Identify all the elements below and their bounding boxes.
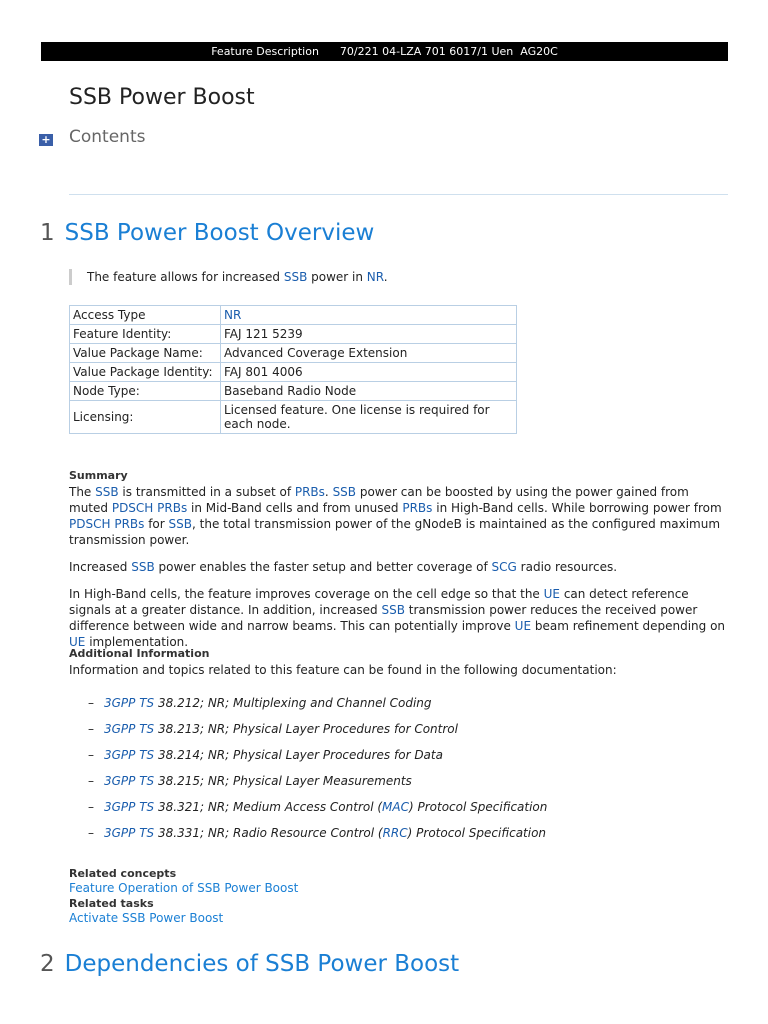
3gpp-ts-link[interactable]: 3GPP TS <box>104 696 155 710</box>
text: , the total transmission power of the gNodeB is maintained as the configured maximum transmission power. <box>69 517 721 547</box>
table-key: Node Type: <box>70 382 221 401</box>
prbs-abbr-link[interactable]: PRBs <box>294 485 325 499</box>
list-item <box>88 773 547 799</box>
rrc-abbr-link[interactable]: RRC <box>382 826 408 840</box>
ue-abbr-link[interactable]: UE <box>69 635 86 649</box>
list-item <box>88 825 547 851</box>
3gpp-ts-link[interactable]: 3GPP TS <box>104 826 155 840</box>
3gpp-ts-link[interactable]: 3GPP TS <box>104 748 155 762</box>
text: transmission power reduces the received power difference between wide and narrow beams. This can potentially improve <box>69 603 698 633</box>
additional-info-section <box>69 646 729 678</box>
summary-paragraph-3 <box>69 586 729 650</box>
ref-text: ) Protocol Specification <box>409 800 548 814</box>
ref-text: ) Protocol Specification <box>407 826 547 840</box>
text: can detect reference signals at a greater distance. In addition, increased <box>69 587 689 617</box>
section-title: Dependencies of SSB Power Boost <box>64 951 460 977</box>
section-title: SSB Power Boost Overview <box>64 220 375 246</box>
related-links <box>69 866 298 926</box>
section-heading-overview <box>40 220 374 246</box>
note-text: . <box>383 270 388 284</box>
summary-paragraph-2 <box>69 559 729 575</box>
nr-abbr-link[interactable]: NR <box>366 270 384 284</box>
table-row <box>70 363 517 382</box>
related-concept-link[interactable]: Feature Operation of SSB Power Boost <box>69 881 299 895</box>
nr-abbr-link[interactable]: NR <box>224 308 242 322</box>
3gpp-ts-link[interactable]: 3GPP TS <box>104 722 155 736</box>
table-value: Advanced Coverage Extension <box>221 344 517 363</box>
section-number: 2 <box>40 951 55 977</box>
scg-abbr-link[interactable]: SCG <box>491 560 517 574</box>
list-item <box>88 721 547 747</box>
table-row <box>70 306 517 325</box>
list-dash: – <box>88 748 94 762</box>
summary-section <box>69 468 729 650</box>
table-row <box>70 401 517 434</box>
ref-text: 38.215; NR; Physical Layer Measurements <box>154 774 412 788</box>
ssb-abbr-link[interactable]: SSB <box>381 603 405 617</box>
ref-text: 38.331; NR; Radio Resource Control ( <box>154 826 383 840</box>
table-row <box>70 344 517 363</box>
note-text: The feature allows for increased <box>87 270 284 284</box>
ref-text: 38.213; NR; Physical Layer Procedures for Control <box>154 722 458 736</box>
ssb-abbr-link[interactable]: SSB <box>332 485 357 499</box>
text: in Mid-Band cells and from unused <box>187 501 403 515</box>
ref-text: 38.212; NR; Multiplexing and Channel Coding <box>154 696 432 710</box>
ssb-abbr-link[interactable]: SSB <box>95 485 119 499</box>
related-task-link[interactable]: Activate SSB Power Boost <box>69 911 224 925</box>
pdsch-abbr-link[interactable]: PDSCH <box>69 517 111 531</box>
text: . <box>324 485 333 499</box>
list-dash: – <box>88 826 94 840</box>
additional-info-heading: Additional Information <box>69 647 210 660</box>
table-value: Licensed feature. One license is required for each node. <box>221 401 517 434</box>
divider <box>69 194 728 195</box>
list-item <box>88 799 547 825</box>
note-text: power in <box>307 270 367 284</box>
contents-link[interactable]: Contents <box>69 127 146 147</box>
list-item <box>88 695 547 721</box>
3gpp-ts-link[interactable]: 3GPP TS <box>104 774 155 788</box>
table-key: Value Package Name: <box>70 344 221 363</box>
related-concepts-label: Related concepts <box>69 867 177 880</box>
doc-number: 70/221 04-LZA 701 6017/1 Uen <box>339 45 514 58</box>
list-dash: – <box>88 800 94 814</box>
list-dash: – <box>88 774 94 788</box>
text: The <box>69 485 96 499</box>
table-key: Licensing: <box>70 401 221 434</box>
table-value <box>221 306 517 325</box>
table-row <box>70 382 517 401</box>
section-number: 1 <box>40 220 55 246</box>
text: radio resources. <box>516 560 618 574</box>
text: Increased <box>69 560 132 574</box>
table-value: Baseband Radio Node <box>221 382 517 401</box>
ref-text: 38.321; NR; Medium Access Control ( <box>154 800 383 814</box>
feature-info-table <box>69 305 517 434</box>
text: implementation. <box>85 635 189 649</box>
ref-text: 38.214; NR; Physical Layer Procedures for Data <box>154 748 443 762</box>
document-header-bar <box>41 42 728 61</box>
pdsch-abbr-link[interactable]: PDSCH <box>111 501 154 515</box>
text: beam refinement depending on <box>531 619 726 633</box>
mac-abbr-link[interactable]: MAC <box>382 800 409 814</box>
doc-revision: AG20C <box>520 45 558 58</box>
summary-heading: Summary <box>69 469 128 482</box>
table-value: FAJ 121 5239 <box>221 325 517 344</box>
ssb-abbr-link[interactable]: SSB <box>131 560 155 574</box>
summary-paragraph-1 <box>69 484 729 548</box>
reference-list <box>88 695 547 851</box>
section-heading-dependencies <box>40 951 459 977</box>
doc-type: Feature Description <box>211 45 319 58</box>
additional-info-intro: Information and topics related to this feature can be found in the following documentation: <box>69 663 617 677</box>
table-row <box>70 325 517 344</box>
ssb-abbr-link[interactable]: SSB <box>283 270 308 284</box>
3gpp-ts-link[interactable]: 3GPP TS <box>104 800 155 814</box>
table-key: Feature Identity: <box>70 325 221 344</box>
ue-abbr-link[interactable]: UE <box>543 587 560 601</box>
text: power enables the faster setup and better coverage of <box>154 560 492 574</box>
related-tasks-label: Related tasks <box>69 897 154 910</box>
page-title: SSB Power Boost <box>69 85 255 110</box>
ue-abbr-link[interactable]: UE <box>514 619 532 633</box>
list-dash: – <box>88 722 94 736</box>
text: In High-Band cells, the feature improves coverage on the cell edge so that the <box>69 587 544 601</box>
table-value: FAJ 801 4006 <box>221 363 517 382</box>
prbs-abbr-link[interactable]: PRBs <box>157 501 188 515</box>
ssb-abbr-link[interactable]: SSB <box>168 517 192 531</box>
list-item <box>88 747 547 773</box>
prbs-abbr-link[interactable]: PRBs <box>402 501 433 515</box>
text: power can be boosted by using the power gained from muted <box>69 485 689 515</box>
table-key: Access Type <box>70 306 221 325</box>
expand-contents-icon[interactable]: + <box>39 134 53 146</box>
table-key: Value Package Identity: <box>70 363 221 382</box>
feature-note <box>69 269 388 285</box>
list-dash: – <box>88 696 94 710</box>
text: for <box>144 517 169 531</box>
prbs-abbr-link[interactable]: PRBs <box>114 517 145 531</box>
text: in High-Band cells. While borrowing power from <box>432 501 722 515</box>
text: is transmitted in a subset of <box>118 485 295 499</box>
